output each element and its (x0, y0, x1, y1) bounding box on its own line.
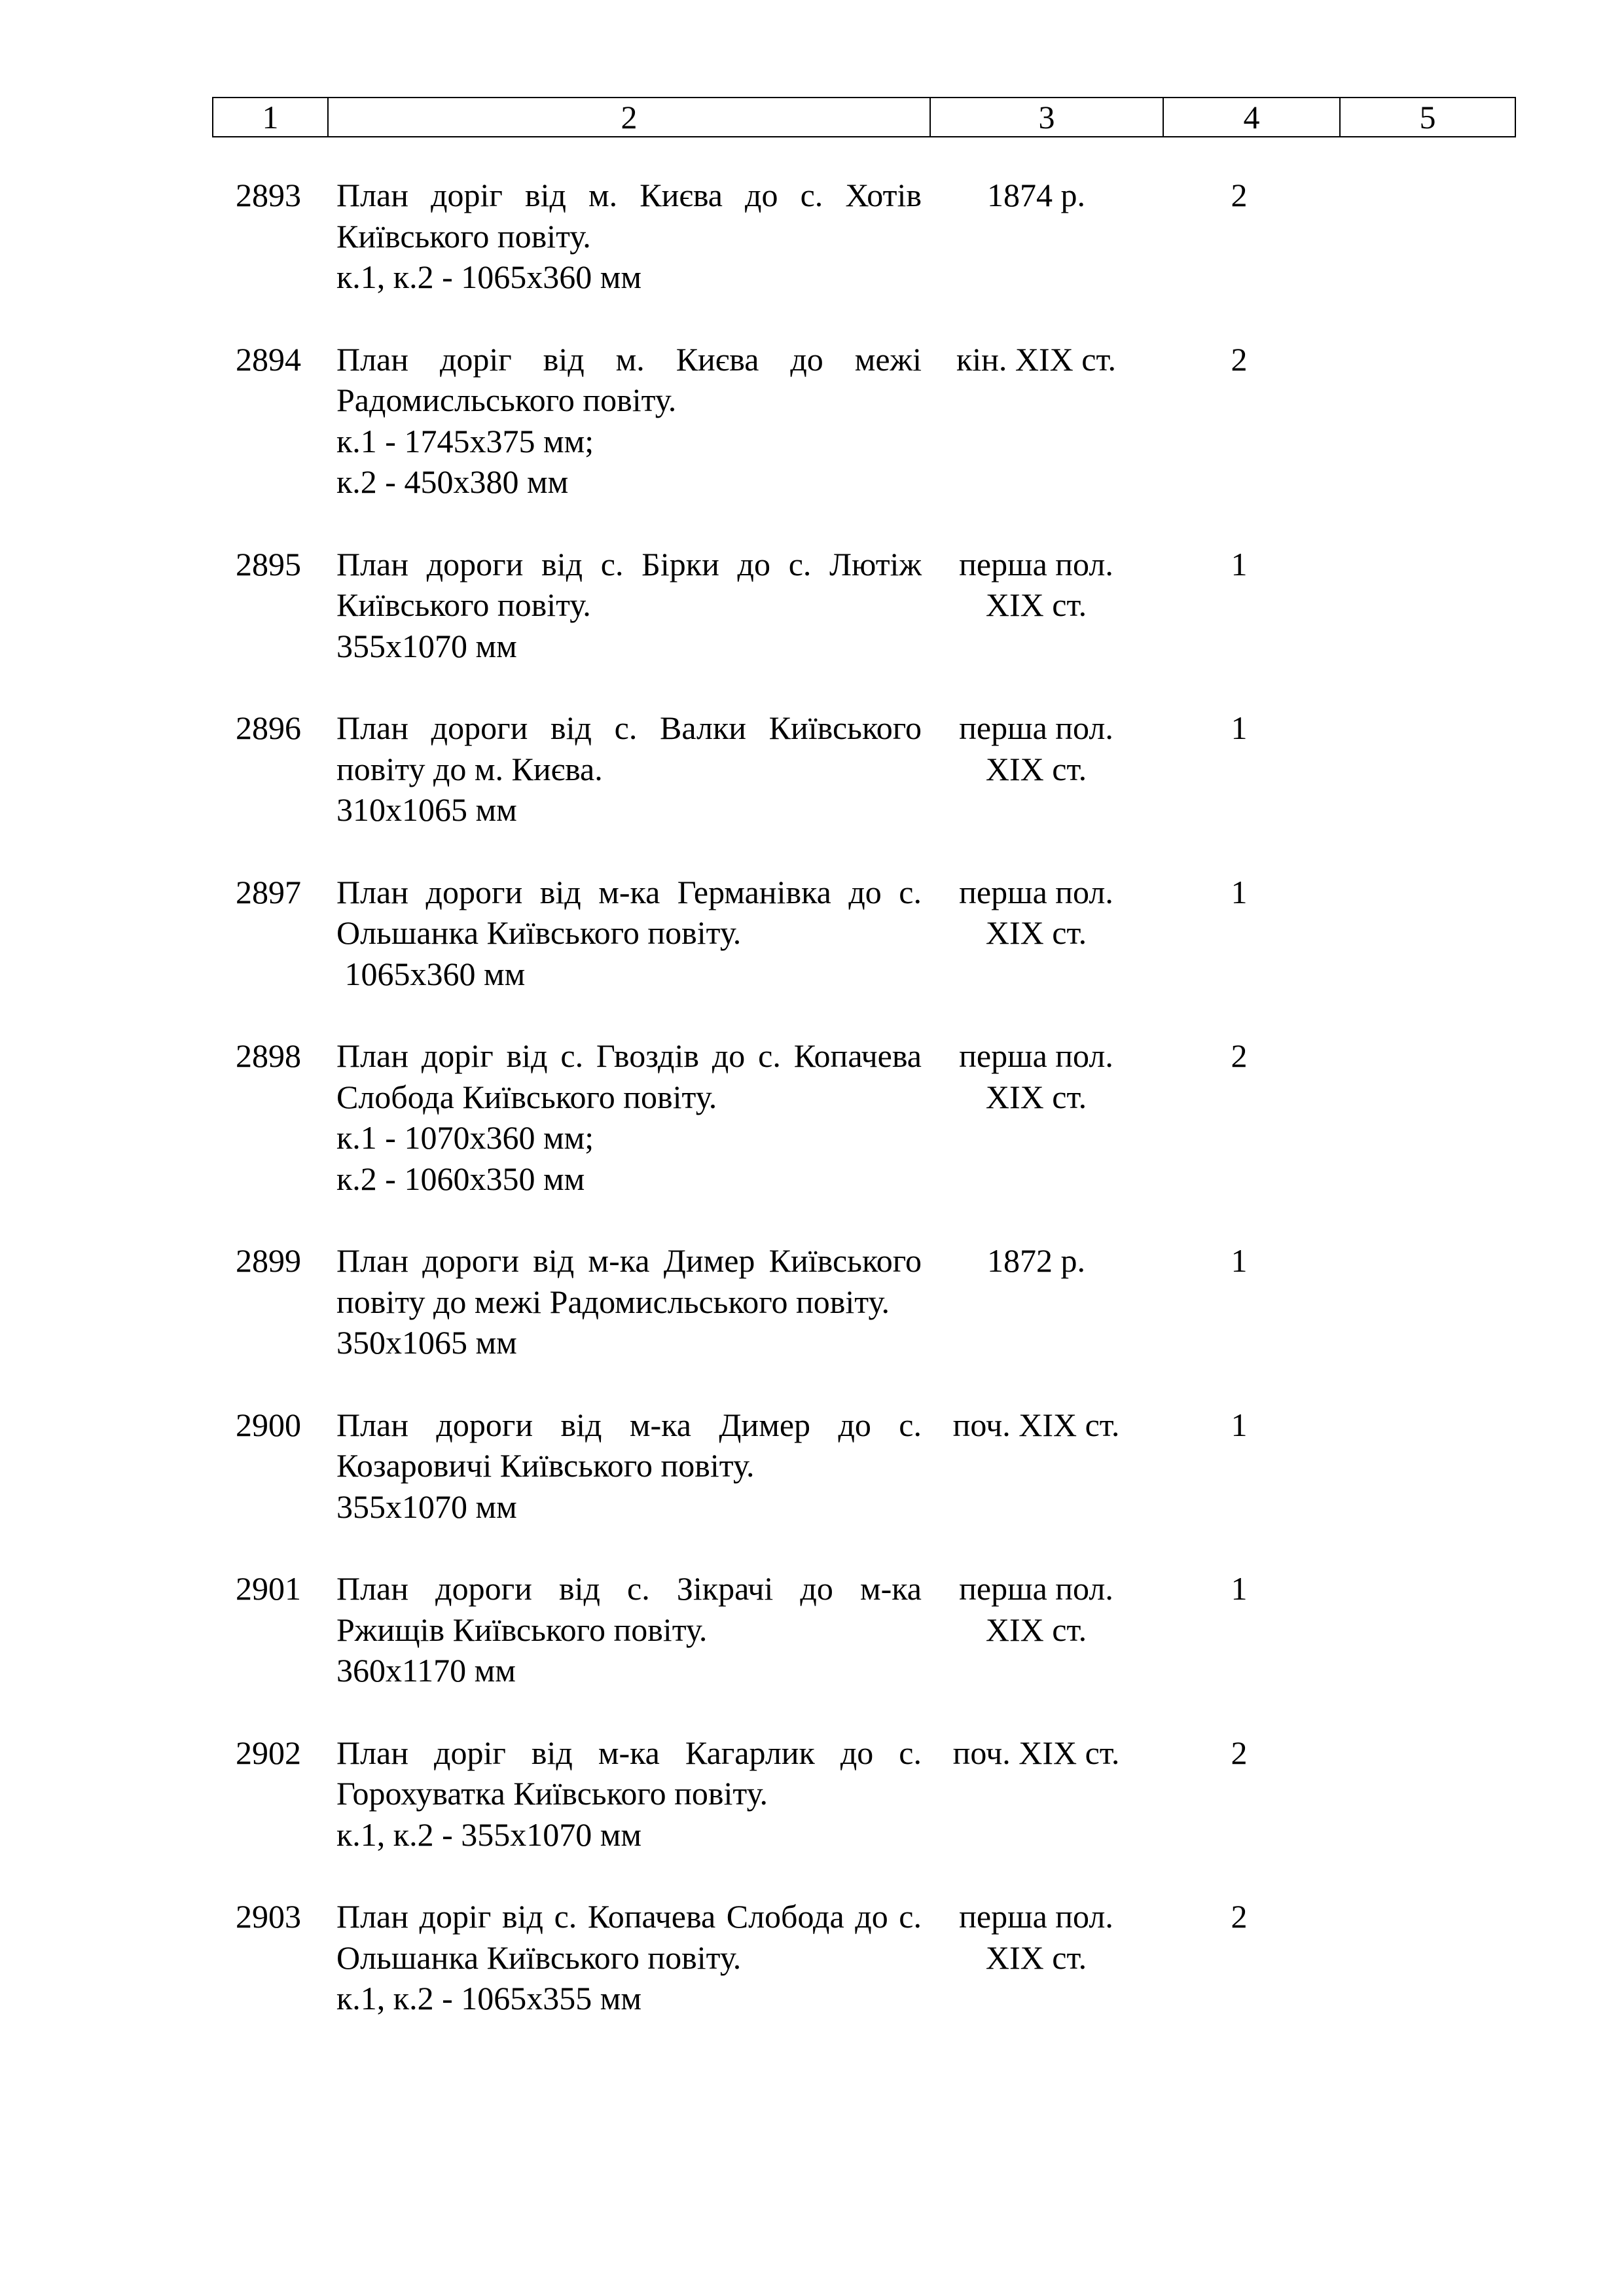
entry-date-line: XIX ст. (985, 750, 1087, 787)
column-header-4: 4 (1163, 98, 1340, 137)
entry-size: 350х1065 мм (336, 1324, 517, 1361)
catalog-entry (212, 175, 1508, 298)
entry-title: План дороги від м-ка Димер до с. Козаровичі Київського повіту. (336, 1406, 922, 1484)
catalog-entry (212, 708, 1508, 831)
entry-date-line: XIX ст. (985, 1078, 1087, 1115)
entry-sheet-count: 1 (1231, 873, 1248, 910)
catalog-entry (212, 339, 1508, 503)
entry-date-line: поч. XIX ст. (952, 1734, 1120, 1771)
entry-number: 2894 (236, 340, 301, 378)
entry-size: к.1 - 1070х360 мм; (336, 1119, 594, 1156)
entry-number: 2893 (236, 177, 301, 213)
entry-sheet-count: 2 (1231, 1037, 1248, 1074)
entry-sheet-count: 2 (1231, 1898, 1248, 1935)
entry-number: 2902 (236, 1734, 301, 1771)
entry-description (310, 1035, 922, 1199)
entry-number: 2903 (236, 1898, 301, 1935)
entry-size: 1065х360 мм (336, 955, 526, 992)
entry-sheet-count: 2 (1231, 340, 1248, 378)
entry-size: к.1 - 1745х375 мм; (336, 422, 594, 459)
entry-date-line: перша пол. (959, 545, 1113, 583)
entry-date (922, 1240, 1151, 1363)
entry-number: 2895 (236, 545, 301, 583)
entry-date-line: XIX ст. (985, 1611, 1087, 1648)
entry-sheet-count: 1 (1231, 545, 1248, 583)
entry-date (922, 175, 1151, 298)
entry-date-line: 1874 р. (987, 177, 1085, 213)
entry-date-line: перша пол. (959, 873, 1113, 910)
entry-size: к.1, к.2 - 355х1070 мм (336, 1816, 642, 1853)
entry-date-line: XIX ст. (985, 586, 1087, 623)
entry-number: 2898 (236, 1037, 301, 1074)
column-header-table (212, 97, 1516, 137)
entry-description (310, 339, 922, 503)
entry-title: План дороги від м-ка Димер Київського повіту до межі Радомисльського повіту. (336, 1242, 922, 1320)
entry-date-line: XIX ст. (985, 914, 1087, 951)
entry-title: План доріг від с. Копачева Слобода до с. Ольшанка Київського повіту. (336, 1898, 922, 1976)
entry-description (310, 1568, 922, 1691)
entry-sheet-count: 1 (1231, 1570, 1248, 1607)
catalog-entry (212, 1732, 1508, 1856)
catalog-entry (212, 1035, 1508, 1199)
column-header-3: 3 (930, 98, 1163, 137)
entry-title: План доріг від м-ка Кагарлик до с. Горохуватка Київського повіту. (336, 1734, 922, 1812)
entry-size: к.2 - 450х380 мм (336, 463, 569, 500)
entry-size: 355х1070 мм (336, 1488, 517, 1525)
entry-title: План дороги від с. Бірки до с. Лютіж Київського повіту. (336, 545, 922, 623)
column-header-5: 5 (1340, 98, 1515, 137)
entry-date-line: 1872 р. (987, 1242, 1085, 1279)
entry-number: 2897 (236, 873, 301, 910)
entry-description (310, 708, 922, 831)
entry-date (922, 1568, 1151, 1691)
entry-description (310, 1240, 922, 1363)
entry-date (922, 1405, 1151, 1528)
entry-title: План доріг від с. Гвоздів до с. Копачева Слобода Київського повіту. (336, 1037, 922, 1115)
entry-number: 2900 (236, 1406, 301, 1443)
entry-date-line: перша пол. (959, 1037, 1113, 1074)
catalog-entry (212, 1240, 1508, 1363)
entry-size: к.2 - 1060х350 мм (336, 1160, 585, 1197)
entry-title: План дороги від с. Зікрачі до м-ка Ржищів Київського повіту. (336, 1570, 922, 1648)
entry-date-line: кін. XIX ст. (956, 340, 1117, 378)
catalog-entry (212, 1405, 1508, 1528)
catalog-entry (212, 1896, 1508, 2019)
entry-size: 310х1065 мм (336, 791, 517, 828)
catalog-entry (212, 544, 1508, 667)
entry-date (922, 708, 1151, 831)
entry-date-line: поч. XIX ст. (952, 1406, 1120, 1443)
catalog-entry (212, 1568, 1508, 1691)
entry-sheet-count: 1 (1231, 1406, 1248, 1443)
catalog-entry (212, 872, 1508, 995)
entry-number: 2896 (236, 709, 301, 746)
entry-title: План доріг від м. Києва до межі Радомисльського повіту. (336, 340, 922, 418)
entry-date (922, 1896, 1151, 2019)
entry-description (310, 1896, 922, 2019)
entry-date (922, 544, 1151, 667)
entry-date (922, 339, 1151, 503)
entry-description (310, 872, 922, 995)
entry-date-line: перша пол. (959, 1570, 1113, 1607)
entry-number: 2899 (236, 1242, 301, 1279)
entry-size: к.1, к.2 - 1065х355 мм (336, 1980, 642, 2017)
entry-description (310, 1405, 922, 1528)
entry-title: План дороги від с. Валки Київського повіту до м. Києва. (336, 709, 922, 787)
entry-date (922, 872, 1151, 995)
entry-title: План дороги від м-ка Германівка до с. Ольшанка Київського повіту. (336, 873, 922, 951)
column-header-1: 1 (213, 98, 328, 137)
entry-date-line: XIX ст. (985, 1939, 1087, 1976)
column-header-row (213, 98, 1515, 137)
entry-description (310, 544, 922, 667)
column-header-2: 2 (328, 98, 930, 137)
entry-date-line: перша пол. (959, 709, 1113, 746)
entry-size: 360х1170 мм (336, 1652, 516, 1689)
entry-date-line: перша пол. (959, 1898, 1113, 1935)
entry-size: к.1, к.2 - 1065х360 мм (336, 259, 642, 295)
entry-sheet-count: 1 (1231, 1242, 1248, 1279)
entry-description (310, 1732, 922, 1856)
catalog-entries (212, 175, 1508, 2060)
entry-sheet-count: 1 (1231, 709, 1248, 746)
entry-sheet-count: 2 (1231, 1734, 1248, 1771)
entry-sheet-count: 2 (1231, 177, 1248, 213)
entry-number: 2901 (236, 1570, 301, 1607)
entry-size: 355х1070 мм (336, 627, 517, 664)
entry-title: План доріг від м. Києва до с. Хотів Київського повіту. (336, 177, 922, 255)
entry-description (310, 175, 922, 298)
entry-date (922, 1732, 1151, 1856)
entry-date (922, 1035, 1151, 1199)
